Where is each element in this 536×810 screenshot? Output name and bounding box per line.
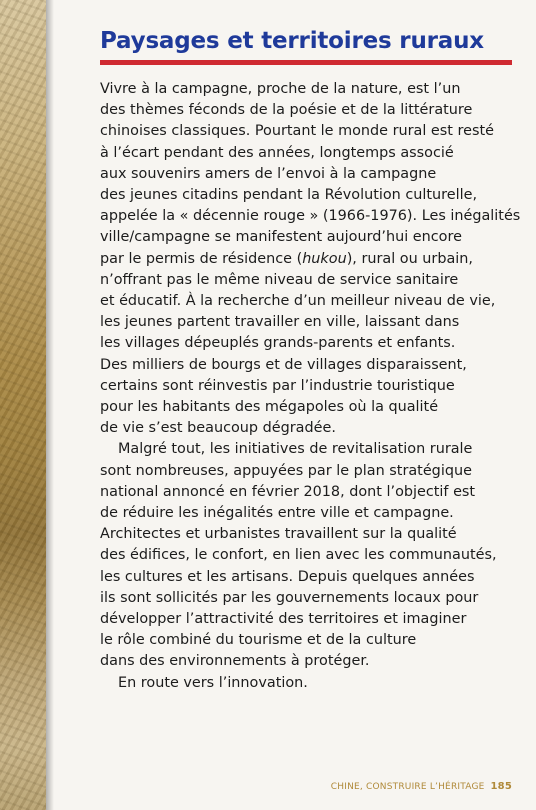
text-line: des thèmes féconds de la poésie et de la littérature: [100, 102, 473, 119]
body-text: [100, 79, 520, 694]
text-line: Vivre à la campagne, proche de la nature, est l’un: [100, 81, 461, 97]
text-line: de vie s’est beaucoup dégradée.: [100, 420, 336, 437]
page-title: Paysages et territoires ruraux: [100, 28, 484, 54]
page-footer: [331, 781, 512, 792]
paragraph-3: [100, 673, 520, 694]
page-number: 185: [490, 781, 512, 792]
text-line: ville/campagne se manifestent aujourd’hui encore: [100, 229, 462, 246]
text-line: appelée la « décennie rouge » (1966-1976). Les inégalités: [100, 208, 521, 225]
text-line: les jeunes partent travailler en ville, laissant dans: [100, 314, 460, 331]
text-line: En route vers l’innovation.: [118, 674, 308, 691]
text-line: à l’écart pendant des années, longtemps associé: [100, 144, 454, 161]
text-line: ils sont sollicités par les gouvernements locaux pour: [100, 589, 479, 606]
text-line: et éducatif. À la recherche d’un meilleur niveau de vie,: [100, 293, 496, 310]
text-line: de réduire les inégalités entre ville et campagne.: [100, 505, 454, 522]
text-line: [100, 249, 520, 270]
text-line: n’offrant pas le même niveau de service sanitaire: [100, 271, 459, 288]
text-line: des jeunes citadins pendant la Révolution culturelle,: [100, 187, 478, 204]
text-line: sont nombreuses, appuyées par le plan stratégique: [100, 462, 472, 479]
text-line: certains sont réinvestis par l’industrie touristique: [100, 377, 455, 394]
text-line: les villages dépeuplés grands-parents et enfants.: [100, 335, 456, 352]
text-line: Malgré tout, les initiatives de revitalisation rurale: [118, 441, 473, 458]
text-line: les cultures et les artisans. Depuis quelques années: [100, 568, 475, 585]
paragraph-2: [100, 439, 520, 672]
text-line: dans des environnements à protéger.: [100, 653, 370, 670]
text-line: le rôle combiné du tourisme et de la culture: [100, 632, 417, 649]
title-rule: [100, 60, 512, 65]
page-gutter-shadow: [46, 0, 54, 810]
text-line: Des milliers de bourgs et de villages disparaissent,: [100, 356, 467, 373]
text-segment: par le permis de résidence (: [100, 250, 303, 267]
text-line: Architectes et urbanistes travaillent sur la qualité: [100, 526, 457, 543]
text-line: chinoises classiques. Pourtant le monde rural est resté: [100, 123, 494, 140]
text-segment: ), rural ou urbain,: [346, 250, 473, 267]
running-title: CHINE, CONSTRUIRE L’HÉRITAGE: [330, 782, 485, 792]
text-line: aux souvenirs amers de l’envoi à la campagne: [100, 165, 437, 182]
text-line: des édifices, le confort, en lien avec les communautés,: [100, 547, 497, 564]
text-line: national annoncé en février 2018, dont l’objectif est: [100, 483, 476, 500]
italic-term: hukou: [302, 250, 347, 267]
text-line: développer l’attractivité des territoires et imaginer: [100, 611, 467, 628]
paragraph-1: [100, 79, 520, 439]
side-photo-strip: [0, 0, 46, 810]
text-line: pour les habitants des mégapoles où la qualité: [100, 399, 439, 416]
